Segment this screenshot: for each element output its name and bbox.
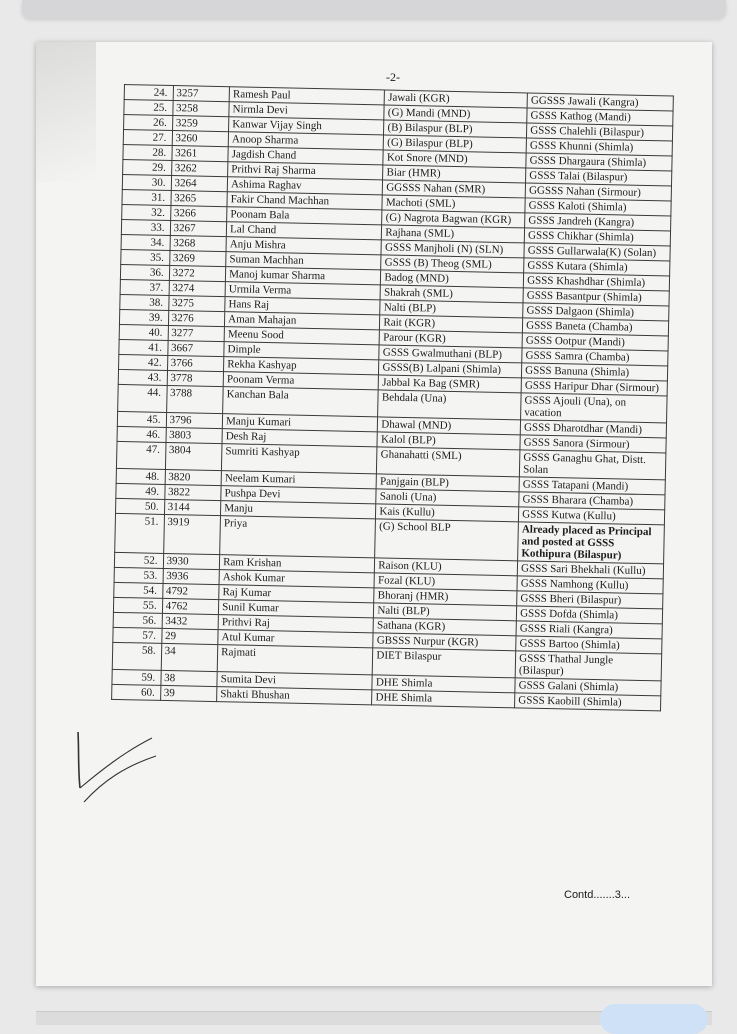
name-cell: Jagdish Chand [228, 147, 384, 165]
name-cell: Atul Kumar [218, 630, 374, 648]
serial-number-cell: 40. [119, 324, 168, 340]
pen-tick-mark [74, 730, 164, 820]
code-cell: 3261 [171, 146, 228, 162]
transfer-table-body [112, 85, 674, 711]
present-place-cell: Kot Snore (MND) [383, 150, 526, 168]
name-cell: Kanwar Vijay Singh [229, 117, 385, 135]
posted-to-cell: GSSS Kutara (Shimla) [524, 258, 670, 276]
code-cell: 3804 [165, 442, 222, 470]
posted-to-cell: GSSS Chikhar (Shimla) [524, 228, 670, 246]
posted-to-cell: Already placed as Principal and posted at GSSS Kothipura (Bilaspur) [518, 522, 665, 564]
serial-number-cell: 58. [112, 642, 161, 670]
code-cell: 3268 [170, 235, 227, 251]
present-place-cell: GGSSS Nahan (SMR) [383, 180, 526, 198]
name-cell: Manju [221, 501, 377, 519]
posted-to-cell: GSSS Ajouli (Una), on vacation [521, 393, 667, 423]
code-cell: 3265 [171, 191, 228, 207]
posted-to-cell: GGSSS Jawali (Kangra) [527, 93, 673, 111]
present-place-cell: Nalti (BLP) [374, 603, 517, 621]
name-cell: Sunil Kumar [219, 600, 375, 618]
posted-to-cell: GSSS Dhargaura (Shimla) [526, 153, 672, 171]
posted-to-cell: GSSS Samra (Chamba) [522, 348, 668, 366]
posted-to-cell: GSSS Kutwa (Kullu) [519, 507, 665, 525]
name-cell: Rajmati [217, 645, 373, 675]
present-place-cell: (G) Nagrota Bagwan (KGR) [382, 210, 525, 228]
posted-to-cell: GGSSS Nahan (Sirmour) [525, 183, 671, 201]
name-cell: Manju Kumari [222, 414, 378, 432]
present-place-cell: GBSSS Nurpur (KGR) [373, 633, 516, 651]
code-cell: 3260 [172, 131, 229, 147]
code-cell: 3667 [167, 340, 224, 356]
transfer-table-wrapper [111, 84, 674, 711]
name-cell: Kanchan Bala [223, 387, 379, 417]
name-cell: Prithvi Raj [218, 615, 374, 633]
present-place-cell: Kalol (BLP) [377, 432, 520, 450]
code-cell: 38 [160, 670, 217, 686]
code-cell: 3788 [166, 385, 223, 413]
name-cell: Sumita Devi [217, 672, 373, 690]
present-place-cell: GSSS (B) Theog (SML) [381, 255, 524, 273]
serial-number-cell: 56. [113, 612, 162, 628]
code-cell: 3822 [164, 484, 221, 500]
name-cell: Prithvi Raj Sharma [228, 162, 384, 180]
posted-to-cell: GSSS Talai (Bilaspur) [526, 168, 672, 186]
serial-number-cell: 26. [124, 115, 173, 131]
posted-to-cell: GSSS Sari Bhekhali (Kullu) [517, 561, 663, 579]
present-place-cell: Badog (MND) [381, 270, 524, 288]
present-place-cell: Rajhana (SML) [382, 225, 525, 243]
name-cell: Priya [220, 516, 376, 558]
name-cell: Meenu Sood [224, 327, 380, 345]
code-cell: 3936 [163, 568, 220, 584]
posted-to-cell: GSSS Banuna (Shimla) [522, 363, 668, 381]
serial-number-cell: 28. [123, 144, 172, 160]
previous-page-edge [22, 0, 726, 18]
posted-to-cell: GSSS Bheri (Bilaspur) [517, 591, 663, 609]
present-place-cell: Behdala (Una) [378, 390, 521, 420]
serial-number-cell: 29. [123, 159, 172, 175]
present-place-cell: Dhawal (MND) [378, 417, 521, 435]
posted-to-cell: GSSS Ganaghu Ghat, Distt. Solan [520, 450, 666, 480]
serial-number-cell: 32. [122, 204, 171, 220]
serial-number-cell: 39. [119, 309, 168, 325]
present-place-cell: (B) Bilaspur (BLP) [384, 120, 527, 138]
present-place-cell: GSSS Gwalmuthani (BLP) [379, 345, 522, 363]
posted-to-cell: GSSS Thathal Jungle (Bilaspur) [515, 651, 661, 681]
serial-number-cell: 38. [120, 294, 169, 310]
code-cell: 4792 [162, 583, 219, 599]
serial-number-cell: 51. [115, 513, 164, 553]
present-place-cell: (G) Bilaspur (BLP) [384, 135, 527, 153]
name-cell: Poonam Bala [227, 207, 383, 225]
serial-number-cell: 48. [116, 468, 165, 484]
serial-number-cell: 30. [122, 174, 171, 190]
serial-number-cell: 59. [112, 669, 161, 685]
present-place-cell: Sathana (KGR) [373, 618, 516, 636]
name-cell: Ram Krishan [219, 555, 375, 573]
present-place-cell: Ghanahatti (SML) [377, 447, 520, 477]
serial-number-cell: 57. [113, 627, 162, 643]
serial-number-cell: 35. [121, 249, 170, 265]
name-cell: Urmila Verma [225, 282, 381, 300]
posted-to-cell: GSSS Basantpur (Shimla) [523, 288, 669, 306]
page-number: -2- [386, 70, 400, 84]
name-cell: Lal Chand [226, 222, 382, 240]
present-place-cell: Nalti (BLP) [380, 300, 523, 318]
serial-number-cell: 42. [119, 354, 168, 370]
serial-number-cell: 27. [123, 130, 172, 146]
posted-to-cell: GSSS Kaloti (Shimla) [525, 198, 671, 216]
document-page [36, 42, 712, 986]
present-place-cell: Rait (KGR) [380, 315, 523, 333]
transfer-table [111, 84, 674, 711]
posted-to-cell: GSSS Bartoo (Shimla) [516, 636, 662, 654]
serial-number-cell: 53. [114, 567, 163, 583]
posted-to-cell: GSSS Dofda (Shimla) [516, 606, 662, 624]
code-cell: 3264 [171, 176, 228, 192]
present-place-cell: Sanoli (Una) [376, 489, 519, 507]
code-cell: 4762 [162, 598, 219, 614]
serial-number-cell: 24. [124, 85, 173, 101]
posted-to-cell: GSSS Sanora (Sirmour) [520, 435, 666, 453]
code-cell: 3820 [165, 469, 222, 485]
posted-to-cell: GSSS Kaobill (Shimla) [515, 693, 661, 711]
present-place-cell: Jabbal Ka Bag (SMR) [379, 375, 522, 393]
continued-note: Contd.......3... [564, 889, 631, 901]
posted-to-cell: GSSS Bharara (Chamba) [519, 492, 665, 510]
serial-number-cell: 60. [112, 684, 161, 700]
name-cell: Rekha Kashyap [224, 357, 380, 375]
name-cell: Neelam Kumari [221, 471, 377, 489]
posted-to-cell: GSSS Tatapani (Mandi) [519, 477, 665, 495]
code-cell: 3766 [167, 355, 224, 371]
name-cell: Poonam Verma [223, 372, 379, 390]
code-cell: 3277 [168, 325, 225, 341]
code-cell: 29 [161, 628, 218, 644]
name-cell: Shakti Bhushan [217, 687, 373, 705]
name-cell: Aman Mahajan [225, 312, 381, 330]
name-cell: Pushpa Devi [221, 486, 377, 504]
posted-to-cell: GSSS Chalehli (Bilaspur) [527, 123, 673, 141]
name-cell: Nirmla Devi [229, 102, 385, 120]
name-cell: Suman Machhan [226, 252, 382, 270]
posted-to-cell: GSSS Dharotdhar (Mandi) [520, 420, 666, 438]
serial-number-cell: 31. [122, 189, 171, 205]
code-cell: 3803 [166, 427, 223, 443]
code-cell: 3274 [169, 280, 226, 296]
code-cell: 39 [160, 685, 217, 701]
serial-number-cell: 43. [118, 369, 167, 385]
serial-number-cell: 44. [118, 384, 167, 412]
name-cell: Raj Kumar [219, 585, 375, 603]
present-place-cell: Shakrah (SML) [380, 285, 523, 303]
serial-number-cell: 52. [114, 552, 163, 568]
code-cell: 3144 [164, 499, 221, 515]
code-cell: 3919 [163, 514, 220, 554]
serial-number-cell: 47. [116, 441, 165, 469]
serial-number-cell: 49. [116, 483, 165, 499]
posted-to-cell: GSSS Khashdhar (Shimla) [523, 273, 669, 291]
name-cell: Hans Raj [225, 297, 381, 315]
code-cell: 3272 [169, 265, 226, 281]
posted-to-cell: GSSS Galani (Shimla) [515, 678, 661, 696]
page-fold-shadow [36, 42, 96, 182]
serial-number-cell: 36. [120, 264, 169, 280]
present-place-cell: DHE Shimla [372, 675, 515, 693]
code-cell: 3259 [172, 116, 229, 132]
floating-action-button[interactable] [600, 1004, 708, 1034]
name-cell: Desh Raj [222, 429, 378, 447]
code-cell: 34 [161, 643, 218, 671]
code-cell: 3432 [162, 613, 219, 629]
code-cell: 3258 [172, 101, 229, 117]
serial-number-cell: 25. [124, 100, 173, 116]
present-place-cell: Biar (HMR) [383, 165, 526, 183]
code-cell: 3266 [170, 206, 227, 222]
code-cell: 3257 [173, 86, 230, 102]
present-place-cell: (G) Mandi (MND) [384, 105, 527, 123]
posted-to-cell: GSSS Khunni (Shimla) [526, 138, 672, 156]
posted-to-cell: GSSS Namhong (Kullu) [517, 576, 663, 594]
name-cell: Sumriti Kashyap [222, 444, 378, 474]
name-cell: Dimple [224, 342, 380, 360]
code-cell: 3275 [168, 295, 225, 311]
name-cell: Ashima Raghav [227, 177, 383, 195]
serial-number-cell: 55. [113, 597, 162, 613]
name-cell: Anju Mishra [226, 237, 382, 255]
posted-to-cell: GSSS Jandreh (Kangra) [525, 213, 671, 231]
present-place-cell: Jawali (KGR) [385, 90, 528, 108]
serial-number-cell: 54. [114, 582, 163, 598]
name-cell: Ashok Kumar [219, 570, 375, 588]
code-cell: 3262 [171, 161, 228, 177]
present-place-cell: Kais (Kullu) [376, 504, 519, 522]
present-place-cell: Bhoranj (HMR) [374, 588, 517, 606]
serial-number-cell: 41. [119, 339, 168, 355]
name-cell: Anoop Sharma [228, 132, 384, 150]
present-place-cell: Raison (KLU) [375, 558, 518, 576]
name-cell: Manoj kumar Sharma [226, 267, 382, 285]
present-place-cell: DIET Bilaspur [373, 648, 516, 678]
serial-number-cell: 46. [117, 426, 166, 442]
posted-to-cell: GSSS Kathog (Mandi) [527, 108, 673, 126]
present-place-cell: (G) School BLP [375, 519, 519, 561]
code-cell: 3267 [170, 220, 227, 236]
code-cell: 3796 [166, 412, 223, 428]
code-cell: 3269 [169, 250, 226, 266]
present-place-cell: GSSS(B) Lalpani (Shimla) [379, 360, 522, 378]
present-place-cell: Fozal (KLU) [374, 573, 517, 591]
code-cell: 3276 [168, 310, 225, 326]
serial-number-cell: 37. [120, 279, 169, 295]
name-cell: Fakir Chand Machhan [227, 192, 383, 210]
posted-to-cell: GSSS Haripur Dhar (Sirmour) [521, 378, 667, 396]
present-place-cell: DHE Shimla [372, 690, 515, 708]
posted-to-cell: GSSS Dalgaon (Shimla) [523, 303, 669, 321]
code-cell: 3930 [163, 553, 220, 569]
serial-number-cell: 50. [116, 498, 165, 514]
present-place-cell: Parour (KGR) [379, 330, 522, 348]
present-place-cell: Panjgain (BLP) [376, 474, 519, 492]
code-cell: 3778 [167, 370, 224, 386]
posted-to-cell: GSSS Riali (Kangra) [516, 621, 662, 639]
serial-number-cell: 33. [121, 219, 170, 235]
present-place-cell: Machoti (SML) [382, 195, 525, 213]
name-cell: Ramesh Paul [229, 87, 385, 105]
serial-number-cell: 34. [121, 234, 170, 250]
serial-number-cell: 45. [117, 411, 166, 427]
posted-to-cell: GSSS Ootpur (Mandi) [522, 333, 668, 351]
posted-to-cell: GSSS Baneta (Chamba) [523, 318, 669, 336]
present-place-cell: GSSS Manjholi (N) (SLN) [381, 240, 524, 258]
posted-to-cell: GSSS Gullarwala(K) (Solan) [524, 243, 670, 261]
